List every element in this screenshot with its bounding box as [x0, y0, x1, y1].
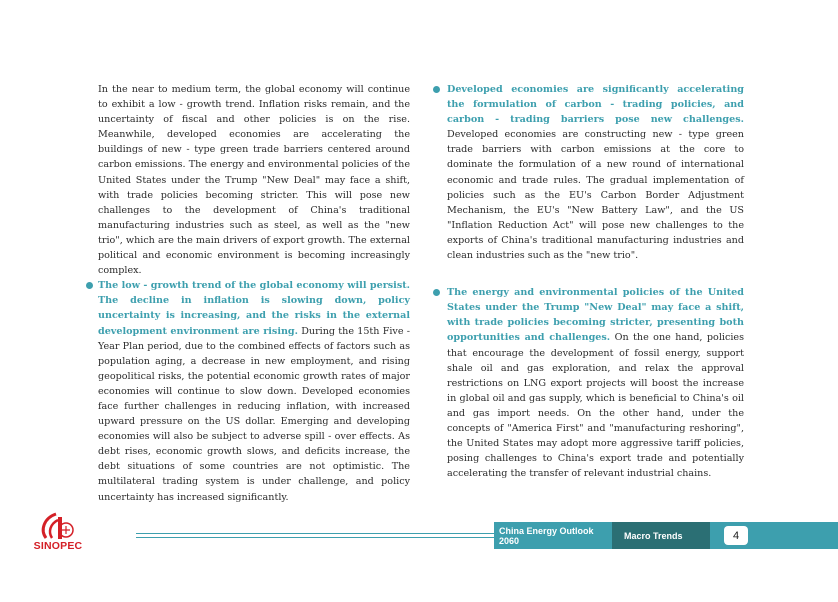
bullet-dot-icon	[433, 86, 440, 93]
bullet-carbon-trading	[447, 82, 744, 263]
bullet-body: On the one hand, policies that encourage the development of fossil energy, support shale oil and gas exploration, and relax the approval restrictions on LNG export projects will boost the increase in global oil and gas supply, which is beneficial to China's oil and gas import needs. On the other hand, under the concepts of "America First" and "manufacturing reshoring", the United States may adopt more aggressive tariff policies, posing challenges to China's export trade and potentially accelerating the transfer of relevant industrial chains.	[447, 332, 744, 480]
sinopec-logo	[28, 508, 88, 553]
bullet-body: During the 15th Five - Year Plan period, due to the combined effects of factors such as population aging, a decrease in new employment, and rising geopolitical risks, the potential economic growth rates of major economies will continue to slow down. Developed economies face further challenges in reducing inflation, with increased upward pressure on the US dollar. Emerging and developing economies will also be subject to adverse spill - over effects. As debt rises, economic growth slows, and deficits increase, the debt situations of some countries are not optimistic. The multilateral trading system is under challenge, and policy uncertainty has increased significantly.	[98, 325, 410, 503]
bullet-body: Developed economies are constructing new - type green trade barriers with carbon emissions at the core to dominate the formulation of a new round of international economic and trade rules. The gradual implementation of policies such as the EU's Carbon Border Adjustment Mechanism, the EU's "New Battery Law", and the US "Inflation Reduction Act" will pose new challenges to the exports of China's traditional manufacturing industries and clean industries such as the "new trio".	[447, 129, 744, 262]
bullet-dot-icon	[86, 282, 93, 289]
logo-wordmark: SINOPEC	[33, 540, 83, 552]
bullet-us-policy	[447, 285, 744, 481]
bullet-heading: The low - growth trend of the global economy will persist. The decline in inflation is slowing down, policy uncertainty is increasing, and the risks in the external development environment are rising.	[98, 280, 410, 337]
footer-bar	[494, 522, 838, 549]
paragraph-spacer	[447, 263, 744, 285]
left-column	[98, 82, 410, 505]
bullet-heading: Developed economies are significantly accelerating the formulation of carbon - trading policies, and carbon - trading barriers pose new challenges.	[447, 84, 744, 126]
footer-rule-top	[136, 533, 498, 534]
section-title: Macro Trends	[612, 522, 710, 549]
intro-paragraph: In the near to medium term, the global economy will continue to exhibit a low - growth trend. Inflation risks remain, and the uncertainty of fiscal and other policies is on the rise. Meanwhile, developed economies are accelerating the buildings of new - type green trade barriers centered around carbon emissions. The energy and environmental policies of the United States under the Trump "New Deal" may face a shift, with trade policies becoming stricter. This will pose new challenges to the development of China's traditional manufacturing industries such as steel, as well as the "new trio", which are the main drivers of export growth. The external political and economic environment is becoming increasingly complex.	[98, 84, 410, 277]
right-column	[447, 82, 744, 481]
sinopec-emblem-icon	[28, 508, 88, 542]
bullet-dot-icon	[433, 289, 440, 296]
page-number: 4	[724, 526, 748, 545]
bullet-heading: The energy and environmental policies of the United States under the Trump "New Deal" may face a shift, with trade policies becoming stricter, presenting both opportunities and challenges.	[447, 287, 744, 344]
publication-title: China Energy Outlook 2060	[499, 525, 594, 546]
bullet-global-economy	[98, 278, 410, 504]
footer-rule-bottom	[136, 537, 498, 538]
